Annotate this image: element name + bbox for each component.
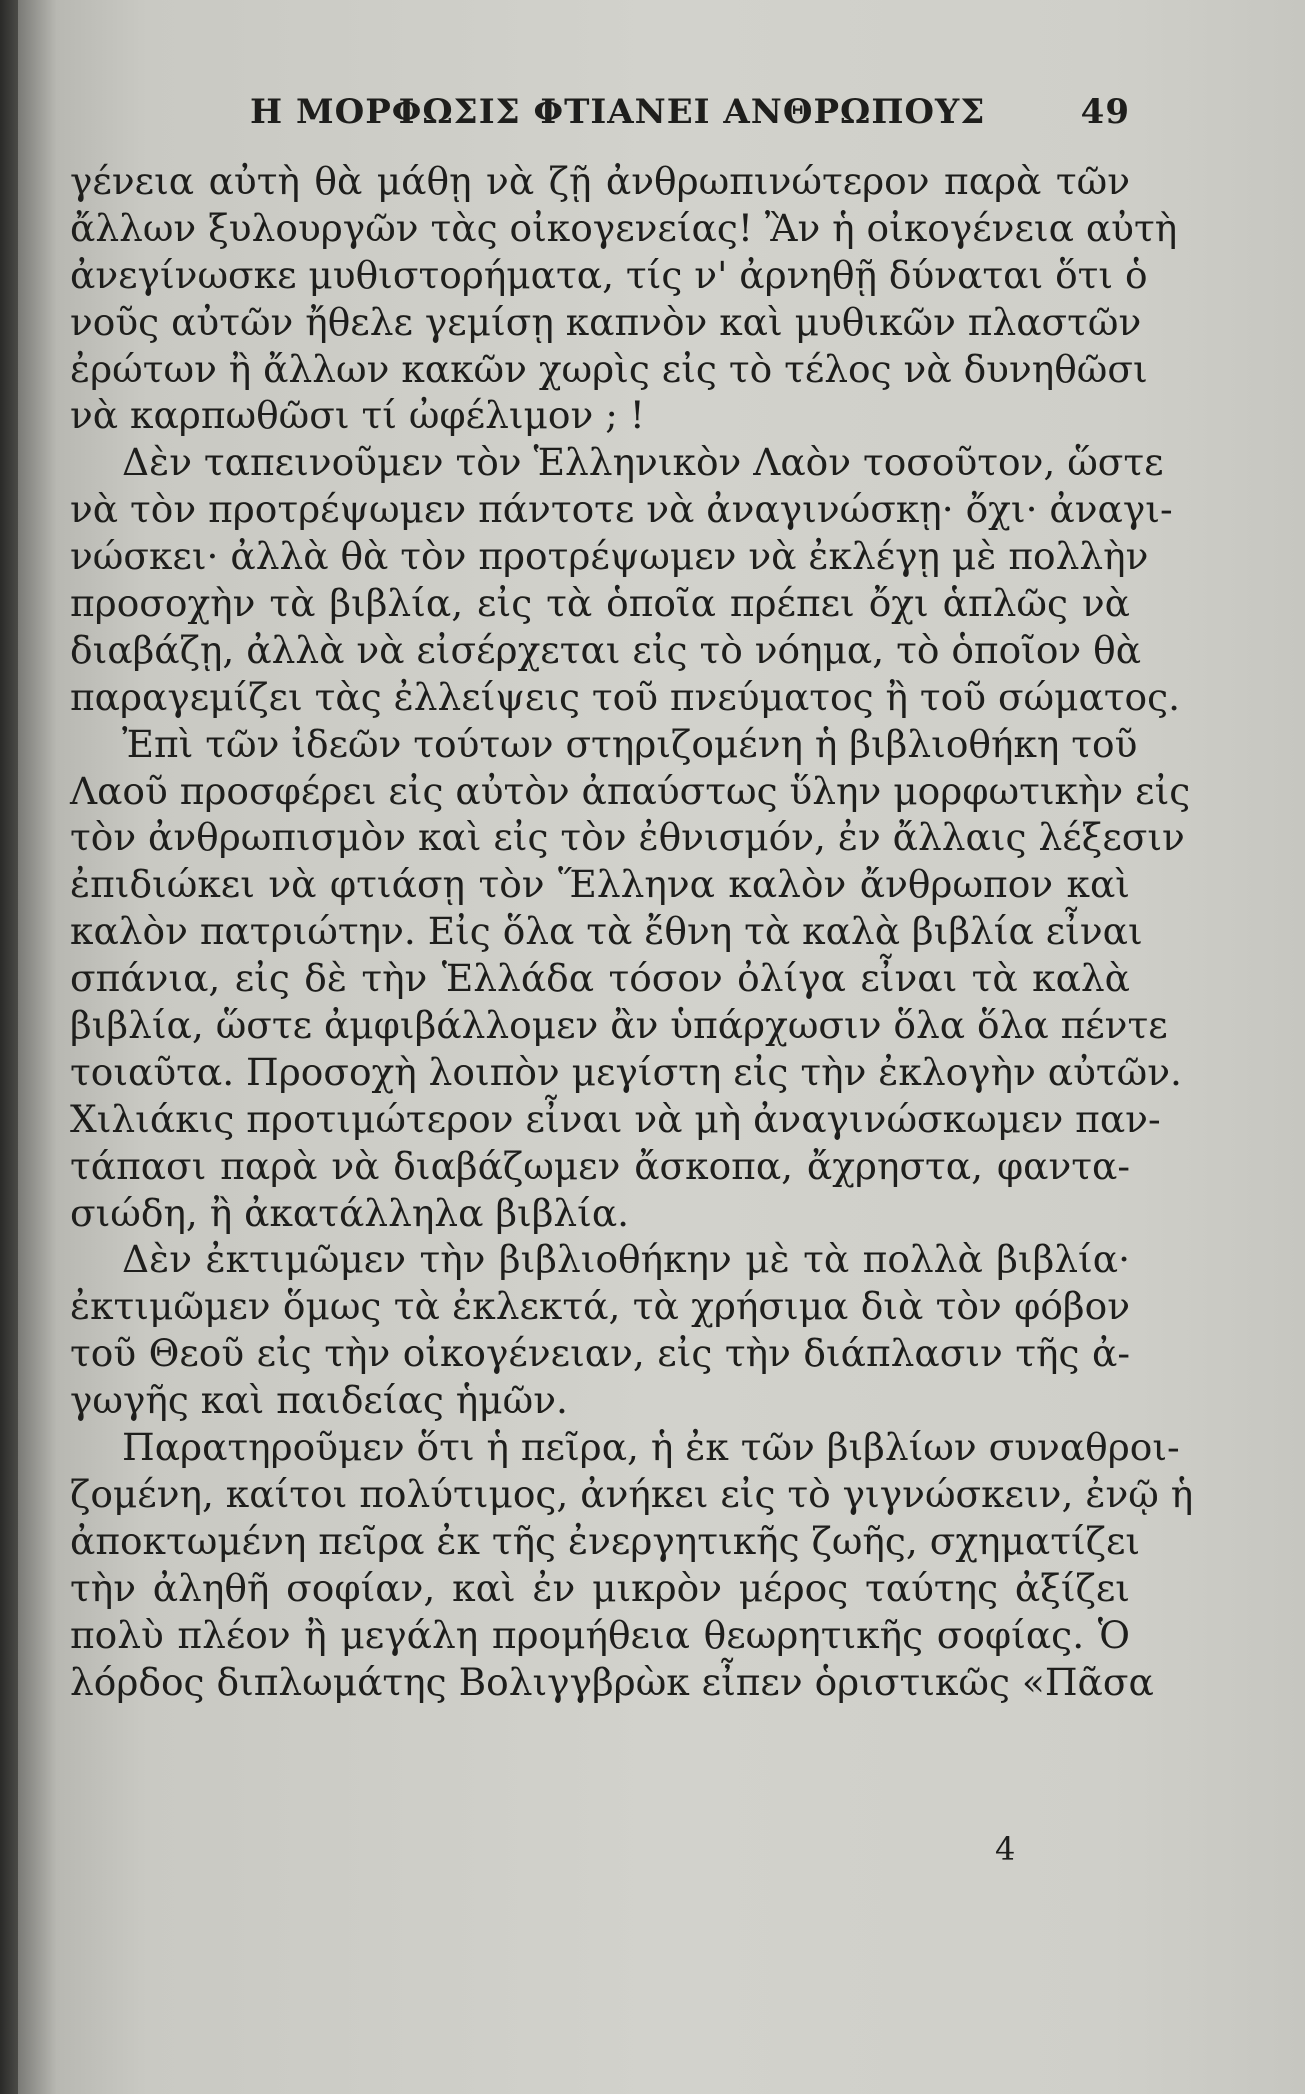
text-line: Χιλιάκις προτιμώτερον εἶναι νὰ μὴ ἀναγινώσκωμεν παν- (70, 1096, 1161, 1141)
text-line: γένεια αὐτὴ θὰ μάθῃ νὰ ζῇ ἀνθρωπινώτερον παρὰ τῶν (70, 159, 1130, 203)
text-line: πολὺ πλέον ἢ μεγάλη προμήθεια θεωρητικῆς σοφίας. Ὁ (70, 1612, 1130, 1657)
text-line: σιώδη, ἢ ἀκατάλληλα βιβλία. (70, 1190, 630, 1235)
text-line: τοιαῦτα. Προσοχὴ λοιπὸν μεγίστη εἰς τὴν ἐκλογὴν αὐτῶν. (70, 1049, 1182, 1094)
text-line: Ἐπὶ τῶν ἰδεῶν τούτων στηριζομένη ἡ βιβλιοθήκη τοῦ (122, 721, 1138, 766)
text-line: γωγῆς καὶ παιδείας ἡμῶν. (70, 1378, 568, 1423)
text-line: Παρατηροῦμεν ὅτι ἡ πεῖρα, ἡ ἐκ τῶν βιβλίων συναθροι- (122, 1425, 1180, 1470)
running-title: Η ΜΟΡΦΩΣΙΣ ΦΤΙΑΝΕΙ ΑΝΘΡΩΠΟΥΣ (250, 92, 986, 132)
text-line: ἐρώτων ἢ ἄλλων κακῶν χωρὶς εἰς τὸ τέλος νὰ δυνηθῶσι (70, 346, 1148, 391)
text-line: παραγεμίζει τὰς ἐλλείψεις τοῦ πνεύματος ἢ τοῦ σώματος. (70, 674, 1181, 719)
book-gutter-shadow (0, 0, 18, 2094)
text-line: ἐπιδιώκει νὰ φτιάσῃ τὸν Ἕλληνα καλὸν ἄνθρωπον καὶ (70, 862, 1130, 907)
text-line: νὰ τὸν προτρέψωμεν πάντοτε νὰ ἀναγινώσκῃ· ὄχι· ἀναγι- (70, 487, 1173, 532)
text-line: καλὸν πατριώτην. Εἰς ὅλα τὰ ἔθνη τὰ καλὰ βιβλία εἶναι (70, 909, 1143, 954)
text-line: Λαοῦ προσφέρει εἰς αὐτὸν ἀπαύστως ὕλην μορφωτικὴν εἰς (70, 768, 1191, 813)
text-line: βιβλία, ὥστε ἀμφιβάλλομεν ἂν ὑπάρχωσιν ὅλα ὅλα πέντε (70, 1003, 1168, 1048)
text-line: ἐκτιμῶμεν ὅμως τὰ ἐκλεκτά, τὰ χρήσιμα διὰ τὸν φόβον (70, 1284, 1130, 1329)
running-header (250, 92, 1130, 142)
text-line: προσοχὴν τὰ βιβλία, εἰς τὰ ὁποῖα πρέπει ὄχι ἁπλῶς νὰ (70, 581, 1130, 626)
text-line: Δὲν ἐκτιμῶμεν τὴν βιβλιοθήκην μὲ τὰ πολλὰ βιβλία· (122, 1237, 1130, 1282)
text-line: σπάνια, εἰς δὲ τὴν Ἑλλάδα τόσον ὀλίγα εἶναι τὰ καλὰ (70, 956, 1130, 1001)
text-line: ἀνεγίνωσκε μυθιστορήματα, τίς ν' ἀρνηθῇ δύναται ὅτι ὁ (70, 252, 1148, 297)
text-line: τὸν ἀνθρωπισμὸν καὶ εἰς τὸν ἐθνισμόν, ἐν ἄλλαις λέξεσιν (70, 815, 1185, 860)
text-line: νὰ καρπωθῶσι τί ὠφέλιμον ; ! (70, 393, 645, 438)
text-line: τάπασι παρὰ νὰ διαβάζωμεν ἄσκοπα, ἄχρηστα, φαντα- (70, 1143, 1130, 1188)
page-number: 49 (1080, 92, 1130, 132)
text-line: λόρδος διπλωμάτης Βολιγγβρὼκ εἶπεν ὁριστικῶς «Πᾶσα (70, 1659, 1154, 1704)
text-line: νοῦς αὐτῶν ἤθελε γεμίσῃ καπνὸν καὶ μυθικῶν πλαστῶν (70, 299, 1142, 344)
text-line: ἄλλων ξυλουργῶν τὰς οἰκογενείας! Ἂν ἡ οἰκογένεια αὐτὴ (70, 205, 1178, 250)
text-line: νώσκει· ἀλλὰ θὰ τὸν προτρέψωμεν νὰ ἐκλέγῃ μὲ πολλὴν (70, 534, 1149, 579)
text-line: τὴν ἀληθῆ σοφίαν, καὶ ἐν μικρὸν μέρος ταύτης ἀξίζει (70, 1565, 1130, 1610)
text-line: διαβάζῃ, ἀλλὰ νὰ εἰσέρχεται εἰς τὸ νόημα, τὸ ὁποῖον θὰ (70, 627, 1142, 672)
text-line: ζομένη, καίτοι πολύτιμος, ἀνήκει εἰς τὸ γιγνώσκειν, ἐνῷ ἡ (70, 1471, 1194, 1516)
text-line: τοῦ Θεοῦ εἰς τὴν οἰκογένειαν, εἰς τὴν διάπλασιν τῆς ἀ- (70, 1331, 1130, 1376)
signature-mark: 4 (995, 1830, 1016, 1868)
text-line: Δὲν ταπεινοῦμεν τὸν Ἑλληνικὸν Λαὸν τοσοῦτον, ὥστε (122, 440, 1164, 485)
page-body-text (70, 158, 1194, 1705)
text-line: ἀποκτωμένη πεῖρα ἐκ τῆς ἐνεργητικῆς ζωῆς, σχηματίζει (70, 1518, 1141, 1563)
